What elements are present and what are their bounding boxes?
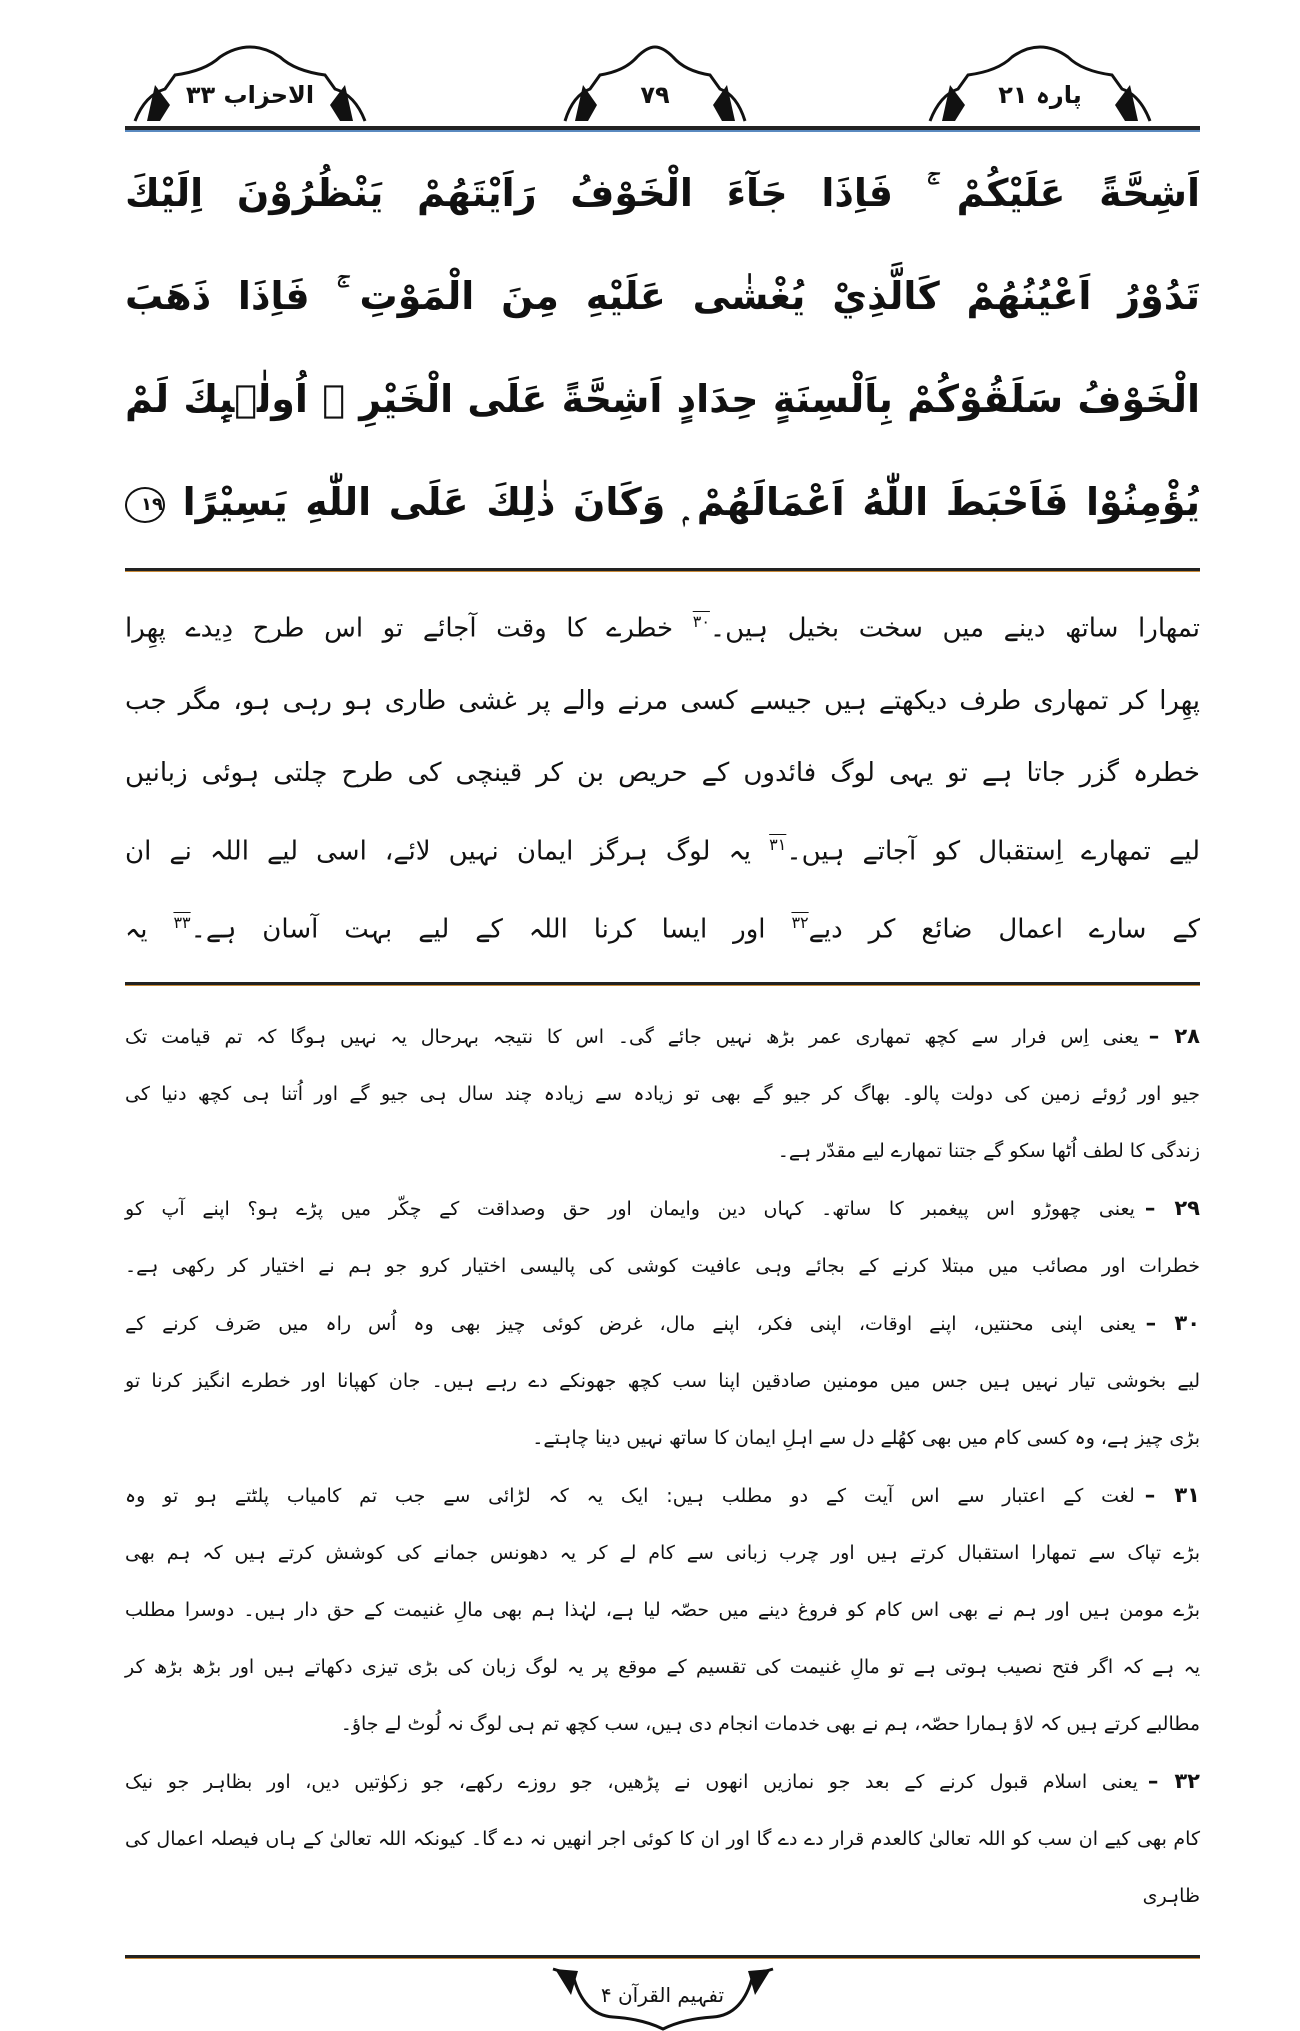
page-header bbox=[125, 45, 1200, 126]
footnote-line: لیے بخوشی تیار نہیں ہیں جس میں مومنین صادقین اپنا سب کچھ جھونکے دے رہے ہیں۔ جان کھپانا اور خطرے انگیز کرنا تو bbox=[125, 1369, 1200, 1392]
arabic-line: اَشِحَّةً عَلَيْكُمْ ۚ فَاِذَا جَآءَ الْخَوْفُ رَاَيْتَهُمْ يَنْظُرُوْنَ اِلَيْكَ bbox=[125, 171, 1200, 215]
footnote-text: یعنی اپنی محنتیں، اپنے اوقات، اپنی فکر، اپنے مال، غرض کوئی چیز بھی وہ اُس راہ میں صَرف کرنے کے bbox=[125, 1312, 1136, 1335]
footer-divider bbox=[125, 1955, 1200, 1959]
verse-divider bbox=[125, 568, 1200, 572]
footnote-text: یعنی چھوڑو اس پیغمبر کا ساتھ۔ کہاں دین وایمان اور حق وصداقت کے چکّر میں پڑے ہو؟ اپنے آپ کو bbox=[125, 1197, 1135, 1220]
arabic-line bbox=[125, 451, 1200, 554]
surah-ornament bbox=[125, 45, 375, 123]
footnote-number: ۳۰ – bbox=[1145, 1310, 1201, 1335]
translation-text: اور ایسا کرنا اللہ کے لیے بہت آسان ہے۔ bbox=[190, 914, 766, 945]
book-title: تفہیم القرآن ۴ bbox=[600, 1982, 725, 2007]
footnotes-block bbox=[125, 1008, 1200, 1925]
ayah-number-marker: ۱۹ bbox=[125, 487, 165, 523]
footnote-line bbox=[125, 1180, 1200, 1238]
translation-line: پھِرا کر تمھاری طرف دیکھتے ہیں جیسے کسی مرنے والے پر غشی طاری ہو رہی ہو، مگر جب bbox=[125, 685, 1200, 716]
footnote-line bbox=[125, 1467, 1200, 1525]
footnote-line: کام بھی کیے ان سب کو اللہ تعالیٰ کالعدم قرار دے دے گا اور ان کا کوئی اجر انھیں نہ دے گا۔ کیونکہ اللہ تعالیٰ کے ہاں فیصلہ اعمال کی ظاہری bbox=[125, 1827, 1200, 1907]
translation-line bbox=[125, 887, 1200, 966]
arabic-line-text: يُؤْمِنُوْا فَاَحْبَطَ اللّٰهُ اَعْمَالَهُمْ ۭ وَكَانَ ذٰلِكَ عَلَى اللّٰهِ يَسِيْرًا bbox=[182, 480, 1200, 524]
translation-text: کے سارے اعمال ضائع کر دیے bbox=[808, 914, 1200, 945]
translation-text: یہ bbox=[125, 914, 148, 945]
surah-label: الاحزاب ۳۳ bbox=[185, 81, 315, 109]
translation-text: لیے تمھارے اِستقبال کو آجاتے ہیں۔ bbox=[786, 836, 1201, 867]
footnote-ref[interactable]: ۳۱ bbox=[769, 834, 787, 854]
translation-text: تمھارا ساتھ دینے میں سخت بخیل ہیں۔ bbox=[709, 613, 1200, 644]
footnote-ref[interactable]: ۳۰ bbox=[692, 612, 710, 631]
footnote-line: بڑے مومن ہیں اور ہم نے بھی اس کام کو فروغ دینے میں حصّہ لیا ہے، لہٰذا ہم بھی مالِ غنیمت کے حق دار ہیں۔ دوسرا مطلب bbox=[125, 1598, 1200, 1621]
urdu-translation-block bbox=[125, 586, 1200, 966]
page-footer bbox=[533, 1965, 793, 2031]
page bbox=[125, 0, 1200, 2031]
footnote-number: ۲۸ – bbox=[1148, 1023, 1200, 1048]
footnote-line: خطرات اور مصائب میں مبتلا کرنے کے بجائے وہی عافیت کوشی کی پالیسی اختیار کرو جو ہم نے اختیار کر رکھی ہے۔ bbox=[125, 1254, 1200, 1277]
arabic-verse-block bbox=[125, 142, 1200, 554]
footnote-line bbox=[125, 1753, 1200, 1811]
translation-divider bbox=[125, 982, 1200, 986]
footnote-text: لغت کے اعتبار سے اس آیت کے دو مطلب ہیں: ایک یہ کہ لڑائی سے جب تم کامیاب پلٹتے ہو تو وہ bbox=[125, 1484, 1135, 1507]
footnote-ref[interactable]: ۳۲ bbox=[791, 913, 809, 933]
footnote-line: جیو اور رُوئے زمین کی دولت پالو۔ بھاگ کر جیو گے بھی تو زیادہ سے زیادہ چند سال ہی جیو گے اور اُتنا ہی کچھ دنیا کی bbox=[125, 1082, 1200, 1105]
footnote-number: ۳۱ – bbox=[1144, 1482, 1200, 1507]
arabic-line: الْخَوْفُ سَلَقُوْكُمْ بِاَلْسِنَةٍ حِدَادٍ اَشِحَّةً عَلَى الْخَيْرِ ۭ اُولٰۗىِٕكَ لَمْ bbox=[125, 377, 1200, 421]
footnote-line: یہ ہے کہ اگر فتح نصیب ہوتی ہے تو مالِ غنیمت کی تقسیم کے موقع پر یہ لوگ زبان کی بڑی تیزی دکھاتے ہیں اور بڑھ بڑھ کر bbox=[125, 1655, 1200, 1678]
translation-text: یہ لوگ ہرگز ایمان نہیں لائے، اسی لیے اللہ نے ان bbox=[125, 836, 752, 867]
page-number: ۷۹ bbox=[640, 81, 670, 109]
header-divider bbox=[125, 126, 1200, 132]
footnote-line: مطالبے کرتے ہیں کہ لاؤ ہمارا حصّہ، ہم نے بھی خدمات انجام دی ہیں، سب کچھ تم ہی لوگ نہ لُوٹ لے جاؤ۔ bbox=[340, 1712, 1200, 1735]
footnote-line: زندگی کا لطف اُٹھا سکو گے جتنا تمھارے لیے مقدّر ہے۔ bbox=[777, 1139, 1200, 1162]
translation-line bbox=[125, 809, 1200, 888]
page-number-ornament bbox=[555, 45, 755, 123]
footnote-number: ۳۲ – bbox=[1147, 1768, 1200, 1793]
footnote-text: یعنی اسلام قبول کرنے کے بعد جو نمازیں انھوں نے پڑھیں، جو روزے رکھے، جو زکوٰتیں دیں، اور بظاہر جو نیک bbox=[125, 1770, 1138, 1793]
para-label: پارہ ۲۱ bbox=[998, 81, 1082, 109]
footnote-line: بڑی چیز ہے، وہ کسی کام میں بھی کھُلے دل سے اہلِ ایمان کا ساتھ نہیں دینا چاہتے۔ bbox=[532, 1426, 1200, 1449]
footnote-number: ۲۹ – bbox=[1144, 1195, 1200, 1220]
footnote-line bbox=[125, 1008, 1200, 1066]
arabic-line: تَدُوْرُ اَعْيُنُهُمْ كَالَّذِيْ يُغْشٰى عَلَيْهِ مِنَ الْمَوْتِ ۚ فَاِذَا ذَهَبَ bbox=[125, 274, 1200, 318]
footnote-text: یعنی اِس فرار سے کچھ تمھاری عمر بڑھ نہیں جائے گی۔ اس کا نتیجہ بہرحال یہ نہیں ہوگا کہ تم قیامت تک bbox=[125, 1025, 1139, 1048]
translation-line bbox=[125, 586, 1200, 665]
para-ornament bbox=[920, 45, 1160, 123]
translation-text: خطرے کا وقت آجائے تو اس طرح دِیدے پھِرا bbox=[125, 613, 674, 644]
footnote-line: بڑے تپاک سے تمھارا استقبال کرتے ہیں اور چرب زبانی سے کام لے کر یہ دھونس جمانے کی کوشش کرتے ہیں کہ ہم بھی bbox=[125, 1541, 1200, 1564]
translation-line: خطرہ گزر جاتا ہے تو یہی لوگ فائدوں کے حریص بن کر قینچی کی طرح چلتی ہوئی زبانیں bbox=[125, 757, 1200, 788]
footnote-line bbox=[125, 1295, 1200, 1353]
footnote-ref[interactable]: ۳۳ bbox=[173, 913, 191, 933]
